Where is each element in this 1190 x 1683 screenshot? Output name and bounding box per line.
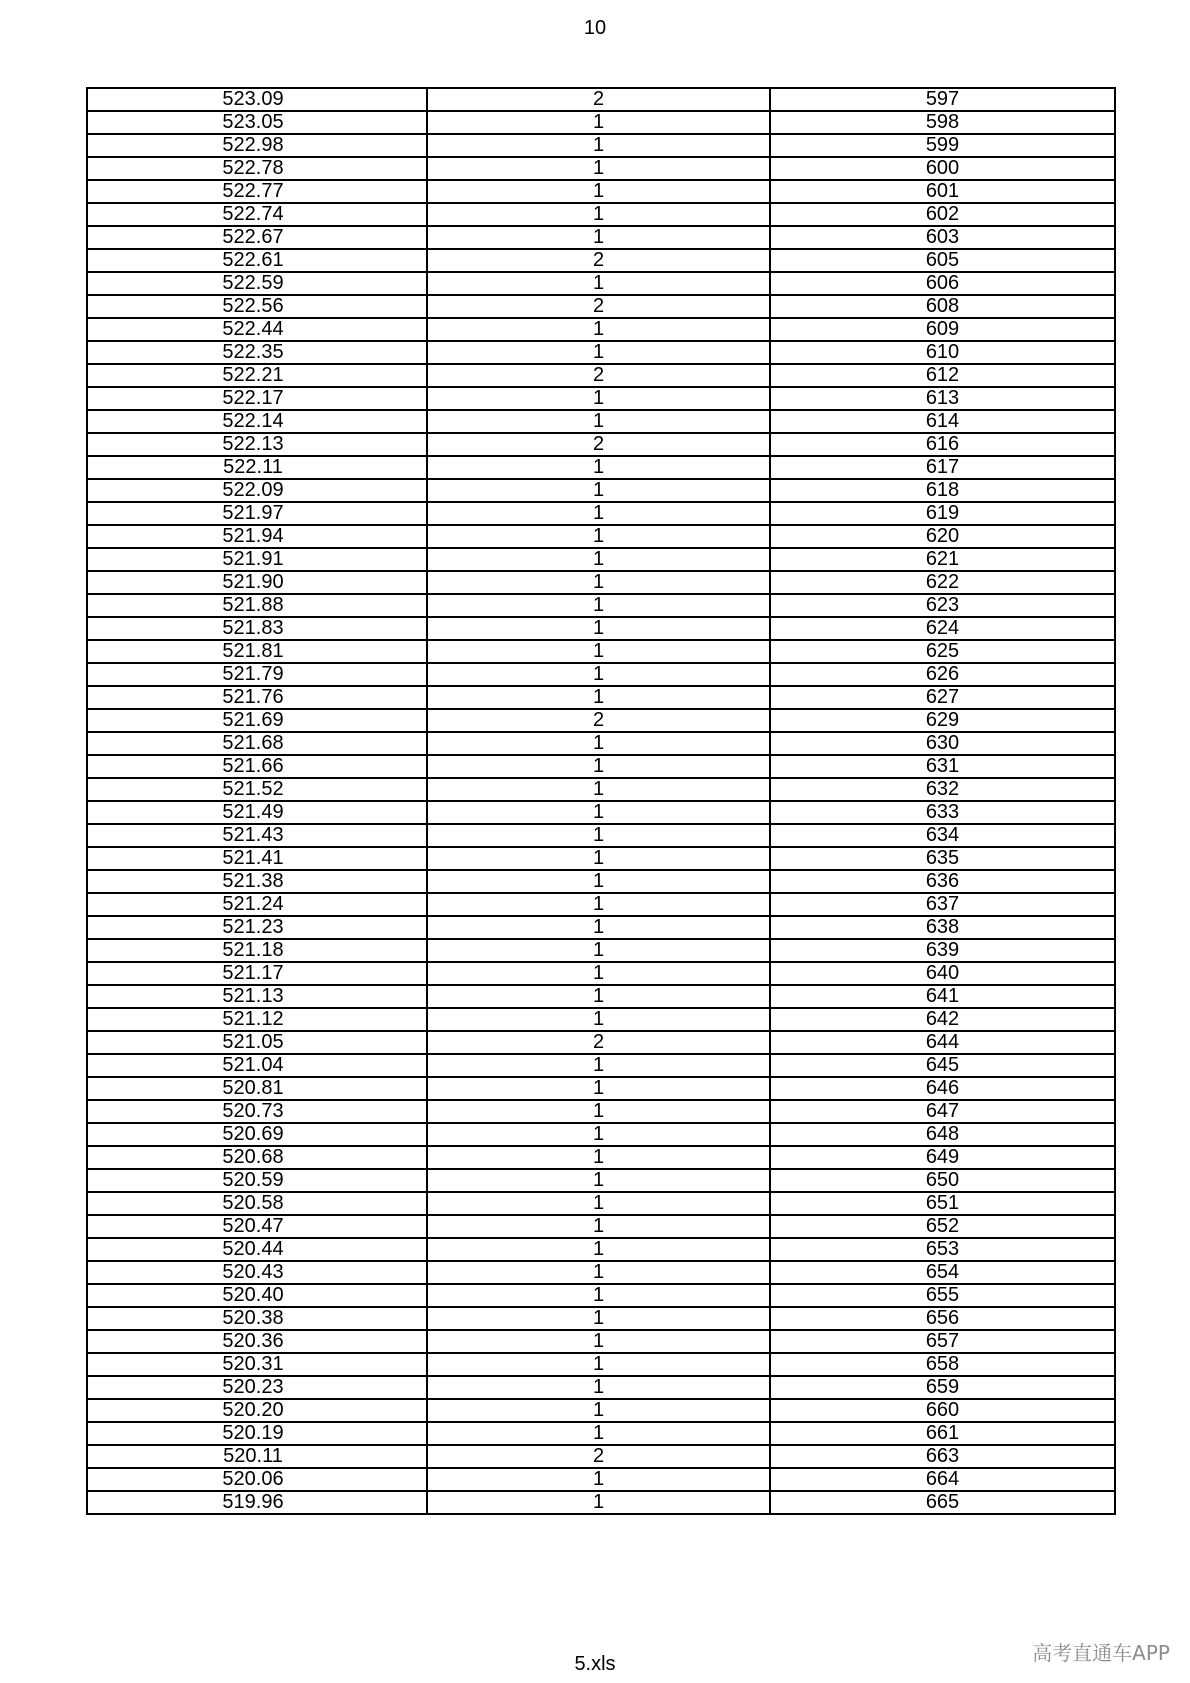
cumulative-rank-cell: 642 xyxy=(770,1008,1115,1031)
score-cell: 521.97 xyxy=(87,502,427,525)
cumulative-rank-cell: 632 xyxy=(770,778,1115,801)
table-row xyxy=(87,1077,1115,1100)
cumulative-rank-cell: 647 xyxy=(770,1100,1115,1123)
count-cell: 1 xyxy=(427,663,770,686)
score-cell: 519.96 xyxy=(87,1491,427,1514)
count-cell: 1 xyxy=(427,111,770,134)
count-cell: 1 xyxy=(427,571,770,594)
count-cell: 1 xyxy=(427,180,770,203)
score-cell: 520.11 xyxy=(87,1445,427,1468)
score-cell: 522.14 xyxy=(87,410,427,433)
score-cell: 522.61 xyxy=(87,249,427,272)
count-cell: 1 xyxy=(427,778,770,801)
table-row xyxy=(87,1100,1115,1123)
count-cell: 1 xyxy=(427,1192,770,1215)
table-row xyxy=(87,295,1115,318)
cumulative-rank-cell: 652 xyxy=(770,1215,1115,1238)
table-row xyxy=(87,502,1115,525)
cumulative-rank-cell: 659 xyxy=(770,1376,1115,1399)
count-cell: 1 xyxy=(427,1146,770,1169)
table-row xyxy=(87,272,1115,295)
score-cell: 520.38 xyxy=(87,1307,427,1330)
count-cell: 1 xyxy=(427,755,770,778)
table-row xyxy=(87,824,1115,847)
page-number: 10 xyxy=(583,17,607,39)
score-cell: 521.81 xyxy=(87,640,427,663)
count-cell: 1 xyxy=(427,1123,770,1146)
table-row xyxy=(87,686,1115,709)
score-cell: 523.09 xyxy=(87,88,427,111)
count-cell: 1 xyxy=(427,1169,770,1192)
cumulative-rank-cell: 653 xyxy=(770,1238,1115,1261)
score-cell: 522.11 xyxy=(87,456,427,479)
score-cell: 522.98 xyxy=(87,134,427,157)
table-row xyxy=(87,548,1115,571)
table-row xyxy=(87,433,1115,456)
count-cell: 1 xyxy=(427,272,770,295)
score-cell: 522.78 xyxy=(87,157,427,180)
cumulative-rank-cell: 658 xyxy=(770,1353,1115,1376)
score-cell: 521.66 xyxy=(87,755,427,778)
score-cell: 521.04 xyxy=(87,1054,427,1077)
count-cell: 1 xyxy=(427,134,770,157)
score-cell: 522.56 xyxy=(87,295,427,318)
cumulative-rank-cell: 638 xyxy=(770,916,1115,939)
cumulative-rank-cell: 609 xyxy=(770,318,1115,341)
score-cell: 521.41 xyxy=(87,847,427,870)
cumulative-rank-cell: 605 xyxy=(770,249,1115,272)
table-row xyxy=(87,387,1115,410)
score-cell: 520.58 xyxy=(87,1192,427,1215)
score-cell: 521.69 xyxy=(87,709,427,732)
score-cell: 520.43 xyxy=(87,1261,427,1284)
score-cell: 521.90 xyxy=(87,571,427,594)
cumulative-rank-cell: 648 xyxy=(770,1123,1115,1146)
count-cell: 1 xyxy=(427,548,770,571)
count-cell: 1 xyxy=(427,1008,770,1031)
count-cell: 1 xyxy=(427,1215,770,1238)
cumulative-rank-cell: 622 xyxy=(770,571,1115,594)
count-cell: 1 xyxy=(427,387,770,410)
score-cell: 521.24 xyxy=(87,893,427,916)
score-cell: 522.17 xyxy=(87,387,427,410)
count-cell: 1 xyxy=(427,985,770,1008)
score-cell: 522.09 xyxy=(87,479,427,502)
table-row xyxy=(87,640,1115,663)
count-cell: 1 xyxy=(427,1330,770,1353)
cumulative-rank-cell: 625 xyxy=(770,640,1115,663)
count-cell: 1 xyxy=(427,456,770,479)
table-row xyxy=(87,226,1115,249)
count-cell: 1 xyxy=(427,157,770,180)
table-row xyxy=(87,1491,1115,1514)
table-row xyxy=(87,1008,1115,1031)
table-row xyxy=(87,870,1115,893)
table-row xyxy=(87,1445,1115,1468)
table-row xyxy=(87,962,1115,985)
cumulative-rank-cell: 599 xyxy=(770,134,1115,157)
table-row xyxy=(87,1054,1115,1077)
score-cell: 521.79 xyxy=(87,663,427,686)
count-cell: 2 xyxy=(427,1031,770,1054)
cumulative-rank-cell: 603 xyxy=(770,226,1115,249)
table-row xyxy=(87,1307,1115,1330)
table-row xyxy=(87,1169,1115,1192)
table-row xyxy=(87,1146,1115,1169)
cumulative-rank-cell: 597 xyxy=(770,88,1115,111)
table-row xyxy=(87,88,1115,111)
count-cell: 1 xyxy=(427,318,770,341)
count-cell: 1 xyxy=(427,594,770,617)
cumulative-rank-cell: 610 xyxy=(770,341,1115,364)
count-cell: 1 xyxy=(427,1054,770,1077)
footer-filename: 5.xls xyxy=(574,1653,616,1675)
table-row xyxy=(87,525,1115,548)
score-cell: 521.83 xyxy=(87,617,427,640)
cumulative-rank-cell: 661 xyxy=(770,1422,1115,1445)
table-row xyxy=(87,1261,1115,1284)
count-cell: 2 xyxy=(427,88,770,111)
count-cell: 1 xyxy=(427,341,770,364)
cumulative-rank-cell: 639 xyxy=(770,939,1115,962)
score-cell: 523.05 xyxy=(87,111,427,134)
table-row xyxy=(87,893,1115,916)
count-cell: 1 xyxy=(427,502,770,525)
score-cell: 521.94 xyxy=(87,525,427,548)
cumulative-rank-cell: 623 xyxy=(770,594,1115,617)
count-cell: 1 xyxy=(427,916,770,939)
score-cell: 520.68 xyxy=(87,1146,427,1169)
count-cell: 1 xyxy=(427,1238,770,1261)
score-cell: 520.40 xyxy=(87,1284,427,1307)
score-table-container xyxy=(86,87,1110,1515)
table-row xyxy=(87,1422,1115,1445)
cumulative-rank-cell: 629 xyxy=(770,709,1115,732)
table-row xyxy=(87,778,1115,801)
table-row xyxy=(87,1376,1115,1399)
score-cell: 520.69 xyxy=(87,1123,427,1146)
count-cell: 1 xyxy=(427,1422,770,1445)
cumulative-rank-cell: 644 xyxy=(770,1031,1115,1054)
cumulative-rank-cell: 617 xyxy=(770,456,1115,479)
cumulative-rank-cell: 608 xyxy=(770,295,1115,318)
cumulative-rank-cell: 655 xyxy=(770,1284,1115,1307)
score-cell: 521.17 xyxy=(87,962,427,985)
count-cell: 2 xyxy=(427,709,770,732)
count-cell: 1 xyxy=(427,1307,770,1330)
count-cell: 1 xyxy=(427,1077,770,1100)
count-cell: 1 xyxy=(427,939,770,962)
count-cell: 1 xyxy=(427,479,770,502)
cumulative-rank-cell: 665 xyxy=(770,1491,1115,1514)
table-row xyxy=(87,663,1115,686)
score-cell: 520.73 xyxy=(87,1100,427,1123)
cumulative-rank-cell: 660 xyxy=(770,1399,1115,1422)
table-body xyxy=(87,88,1115,1514)
table-row xyxy=(87,709,1115,732)
count-cell: 1 xyxy=(427,847,770,870)
cumulative-rank-cell: 600 xyxy=(770,157,1115,180)
count-cell: 1 xyxy=(427,226,770,249)
count-cell: 2 xyxy=(427,364,770,387)
count-cell: 1 xyxy=(427,1491,770,1514)
score-cell: 521.18 xyxy=(87,939,427,962)
table-row xyxy=(87,180,1115,203)
cumulative-rank-cell: 646 xyxy=(770,1077,1115,1100)
score-cell: 522.74 xyxy=(87,203,427,226)
score-cell: 522.67 xyxy=(87,226,427,249)
score-cell: 522.13 xyxy=(87,433,427,456)
count-cell: 1 xyxy=(427,870,770,893)
count-cell: 1 xyxy=(427,962,770,985)
count-cell: 1 xyxy=(427,893,770,916)
cumulative-rank-cell: 626 xyxy=(770,663,1115,686)
score-cell: 520.31 xyxy=(87,1353,427,1376)
cumulative-rank-cell: 598 xyxy=(770,111,1115,134)
table-row xyxy=(87,801,1115,824)
count-cell: 2 xyxy=(427,433,770,456)
score-cell: 522.77 xyxy=(87,180,427,203)
table-row xyxy=(87,456,1115,479)
score-cell: 521.23 xyxy=(87,916,427,939)
count-cell: 1 xyxy=(427,640,770,663)
score-cell: 521.88 xyxy=(87,594,427,617)
cumulative-rank-cell: 637 xyxy=(770,893,1115,916)
count-cell: 1 xyxy=(427,1353,770,1376)
score-cell: 521.38 xyxy=(87,870,427,893)
count-cell: 1 xyxy=(427,824,770,847)
count-cell: 2 xyxy=(427,249,770,272)
score-rank-table xyxy=(86,87,1116,1515)
table-row xyxy=(87,732,1115,755)
table-row xyxy=(87,111,1115,134)
table-row xyxy=(87,1215,1115,1238)
table-row xyxy=(87,571,1115,594)
count-cell: 1 xyxy=(427,203,770,226)
table-row xyxy=(87,341,1115,364)
count-cell: 1 xyxy=(427,617,770,640)
cumulative-rank-cell: 620 xyxy=(770,525,1115,548)
table-row xyxy=(87,985,1115,1008)
cumulative-rank-cell: 619 xyxy=(770,502,1115,525)
score-cell: 520.06 xyxy=(87,1468,427,1491)
count-cell: 2 xyxy=(427,1445,770,1468)
table-row xyxy=(87,364,1115,387)
count-cell: 2 xyxy=(427,295,770,318)
score-cell: 521.13 xyxy=(87,985,427,1008)
cumulative-rank-cell: 602 xyxy=(770,203,1115,226)
score-cell: 521.12 xyxy=(87,1008,427,1031)
cumulative-rank-cell: 631 xyxy=(770,755,1115,778)
watermark-text: 高考直通车APP xyxy=(1032,1641,1170,1665)
cumulative-rank-cell: 621 xyxy=(770,548,1115,571)
cumulative-rank-cell: 657 xyxy=(770,1330,1115,1353)
count-cell: 1 xyxy=(427,1284,770,1307)
score-cell: 520.20 xyxy=(87,1399,427,1422)
table-row xyxy=(87,249,1115,272)
table-row xyxy=(87,410,1115,433)
cumulative-rank-cell: 654 xyxy=(770,1261,1115,1284)
score-cell: 520.47 xyxy=(87,1215,427,1238)
cumulative-rank-cell: 601 xyxy=(770,180,1115,203)
score-cell: 520.36 xyxy=(87,1330,427,1353)
score-cell: 522.35 xyxy=(87,341,427,364)
table-row xyxy=(87,318,1115,341)
count-cell: 1 xyxy=(427,410,770,433)
table-row xyxy=(87,479,1115,502)
count-cell: 1 xyxy=(427,732,770,755)
count-cell: 1 xyxy=(427,1376,770,1399)
cumulative-rank-cell: 664 xyxy=(770,1468,1115,1491)
score-cell: 521.76 xyxy=(87,686,427,709)
table-row xyxy=(87,916,1115,939)
cumulative-rank-cell: 633 xyxy=(770,801,1115,824)
score-cell: 521.49 xyxy=(87,801,427,824)
cumulative-rank-cell: 616 xyxy=(770,433,1115,456)
cumulative-rank-cell: 663 xyxy=(770,1445,1115,1468)
count-cell: 1 xyxy=(427,1100,770,1123)
count-cell: 1 xyxy=(427,1399,770,1422)
cumulative-rank-cell: 635 xyxy=(770,847,1115,870)
table-row xyxy=(87,1192,1115,1215)
score-cell: 520.44 xyxy=(87,1238,427,1261)
table-row xyxy=(87,1330,1115,1353)
table-row xyxy=(87,134,1115,157)
score-cell: 522.44 xyxy=(87,318,427,341)
cumulative-rank-cell: 649 xyxy=(770,1146,1115,1169)
table-row xyxy=(87,755,1115,778)
count-cell: 1 xyxy=(427,1468,770,1491)
count-cell: 1 xyxy=(427,1261,770,1284)
cumulative-rank-cell: 624 xyxy=(770,617,1115,640)
score-cell: 520.23 xyxy=(87,1376,427,1399)
cumulative-rank-cell: 651 xyxy=(770,1192,1115,1215)
count-cell: 1 xyxy=(427,686,770,709)
cumulative-rank-cell: 634 xyxy=(770,824,1115,847)
cumulative-rank-cell: 645 xyxy=(770,1054,1115,1077)
cumulative-rank-cell: 650 xyxy=(770,1169,1115,1192)
score-cell: 521.52 xyxy=(87,778,427,801)
table-row xyxy=(87,1031,1115,1054)
cumulative-rank-cell: 630 xyxy=(770,732,1115,755)
cumulative-rank-cell: 627 xyxy=(770,686,1115,709)
table-row xyxy=(87,1123,1115,1146)
table-row xyxy=(87,1399,1115,1422)
score-cell: 521.05 xyxy=(87,1031,427,1054)
table-row xyxy=(87,617,1115,640)
score-cell: 521.91 xyxy=(87,548,427,571)
score-cell: 520.81 xyxy=(87,1077,427,1100)
table-row xyxy=(87,157,1115,180)
score-cell: 521.43 xyxy=(87,824,427,847)
table-row xyxy=(87,847,1115,870)
cumulative-rank-cell: 618 xyxy=(770,479,1115,502)
table-row xyxy=(87,1284,1115,1307)
cumulative-rank-cell: 636 xyxy=(770,870,1115,893)
score-cell: 521.68 xyxy=(87,732,427,755)
score-cell: 522.21 xyxy=(87,364,427,387)
cumulative-rank-cell: 641 xyxy=(770,985,1115,1008)
table-row xyxy=(87,939,1115,962)
table-row xyxy=(87,203,1115,226)
score-cell: 520.59 xyxy=(87,1169,427,1192)
count-cell: 1 xyxy=(427,525,770,548)
cumulative-rank-cell: 613 xyxy=(770,387,1115,410)
score-cell: 522.59 xyxy=(87,272,427,295)
table-row xyxy=(87,1468,1115,1491)
table-row xyxy=(87,1353,1115,1376)
count-cell: 1 xyxy=(427,801,770,824)
cumulative-rank-cell: 614 xyxy=(770,410,1115,433)
cumulative-rank-cell: 640 xyxy=(770,962,1115,985)
table-row xyxy=(87,594,1115,617)
table-row xyxy=(87,1238,1115,1261)
cumulative-rank-cell: 612 xyxy=(770,364,1115,387)
cumulative-rank-cell: 606 xyxy=(770,272,1115,295)
score-cell: 520.19 xyxy=(87,1422,427,1445)
cumulative-rank-cell: 656 xyxy=(770,1307,1115,1330)
